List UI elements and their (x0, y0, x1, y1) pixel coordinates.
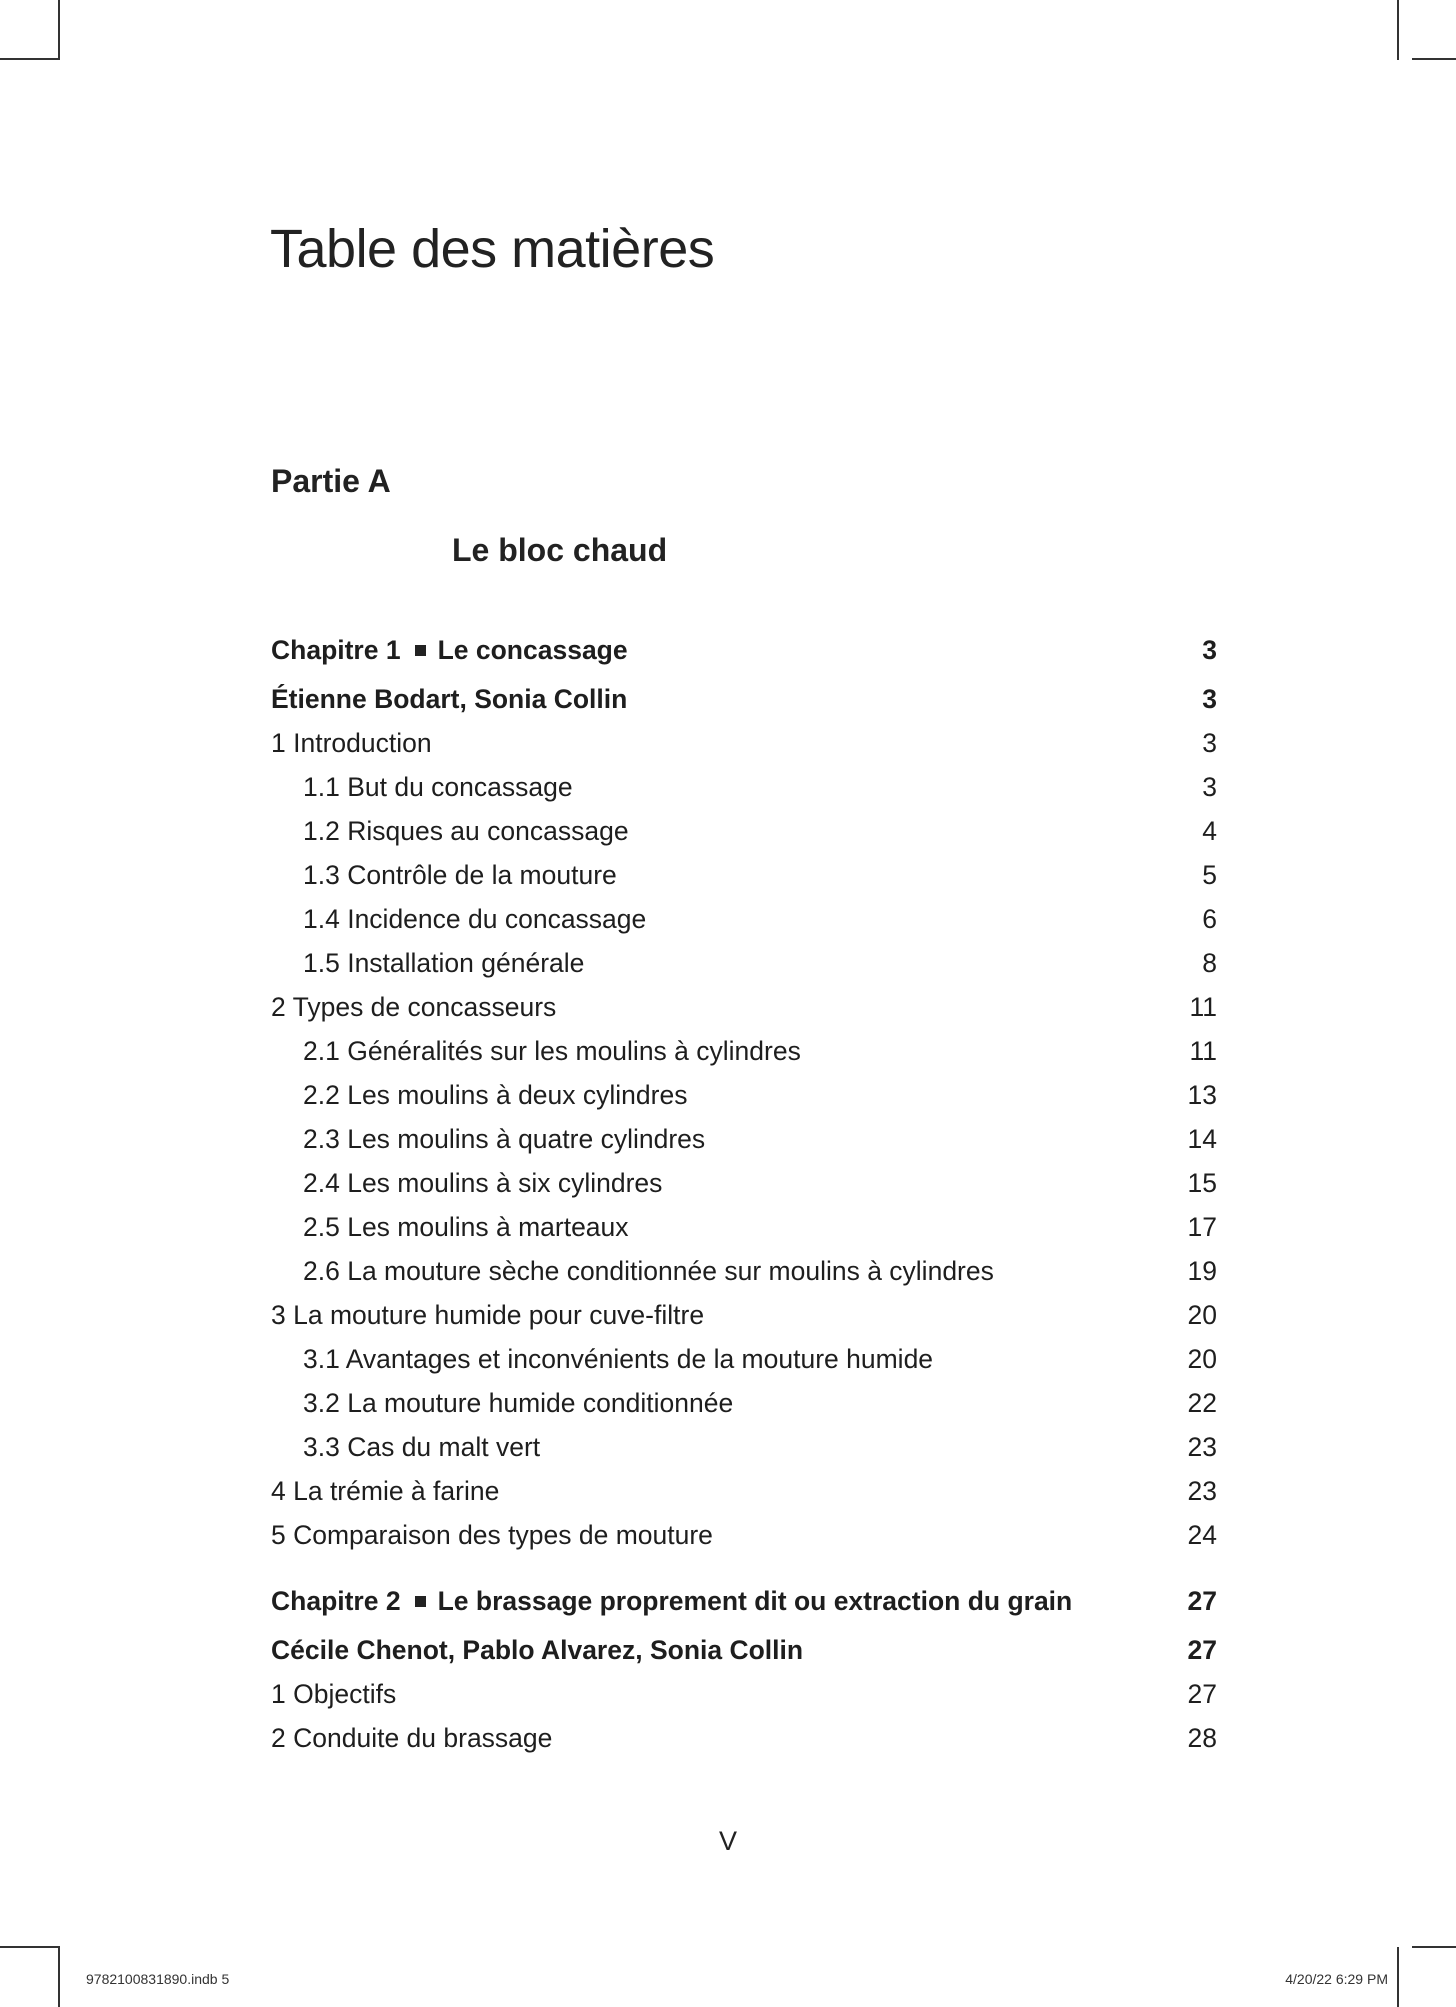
toc-entry-text: 2.2 Les moulins à deux cylindres (303, 1080, 688, 1110)
toc-entry[interactable] (271, 1579, 1217, 1623)
toc-entry-label (271, 1205, 629, 1249)
toc-page-number: 23 (1187, 1432, 1217, 1462)
square-separator-icon (415, 1596, 426, 1607)
crop-mark-top-left (58, 0, 60, 60)
toc-entry-text: 2 Types de concasseurs (271, 992, 557, 1022)
toc-entry[interactable] (271, 1381, 1217, 1425)
toc-page-number: 15 (1187, 1168, 1217, 1198)
toc-page-number: 3 (1202, 772, 1217, 802)
toc-entry[interactable] (271, 809, 1217, 853)
toc-entry-text: Étienne Bodart, Sonia Collin (271, 684, 628, 714)
toc-entry-text: 1 Introduction (271, 728, 432, 758)
toc-entry[interactable] (271, 853, 1217, 897)
toc-entry-text: 4 La trémie à farine (271, 1476, 500, 1506)
chapter-heading (271, 628, 628, 672)
toc-entry-text: 1.5 Installation générale (303, 948, 585, 978)
toc-entry[interactable] (271, 628, 1217, 672)
part-subtitle: Le bloc chaud (452, 532, 668, 568)
toc-entry-label (271, 1293, 704, 1337)
toc-entry-label (271, 1161, 662, 1205)
toc-entry[interactable] (271, 1337, 1217, 1381)
toc-entry[interactable] (271, 1161, 1217, 1205)
toc-entry-label (271, 897, 646, 941)
toc-entry-text: 3.3 Cas du malt vert (303, 1432, 541, 1462)
crop-mark-bottom-left (58, 1947, 60, 2007)
toc-page-number: 5 (1202, 860, 1217, 890)
toc-entry-label (271, 1029, 801, 1073)
toc-page-number: 19 (1187, 1256, 1217, 1286)
toc-page-number: 8 (1202, 948, 1217, 978)
toc-entry-text: 1.4 Incidence du concassage (303, 904, 647, 934)
toc-entry-label (271, 1513, 713, 1557)
toc-entry-label (271, 721, 432, 765)
toc-entry-label (271, 1672, 396, 1716)
toc-entry-label (271, 1249, 994, 1293)
toc-page-number: 11 (1189, 1036, 1217, 1066)
toc-entry-label (271, 1073, 687, 1117)
toc-page-number: 14 (1187, 1124, 1217, 1154)
toc-entry-label (271, 1425, 540, 1469)
toc-entry[interactable] (271, 1513, 1217, 1557)
toc-page-number: 17 (1187, 1212, 1217, 1242)
toc-entry[interactable] (271, 1716, 1217, 1760)
toc-entry-label (271, 1469, 499, 1513)
toc-page-number: 6 (1202, 904, 1217, 934)
toc-entry-text: 3.2 La mouture humide conditionnée (303, 1388, 734, 1418)
toc-entry[interactable] (271, 1628, 1217, 1672)
toc-entry[interactable] (271, 1293, 1217, 1337)
toc-entry-text: 3 La mouture humide pour cuve-filtre (271, 1300, 705, 1330)
toc-entry[interactable] (271, 941, 1217, 985)
toc-entry-label (271, 809, 629, 853)
toc-entry-text: 2.4 Les moulins à six cylindres (303, 1168, 663, 1198)
toc-page-number: 23 (1187, 1476, 1217, 1506)
toc-entry[interactable] (271, 1205, 1217, 1249)
square-separator-icon (415, 645, 426, 656)
chapter-authors (271, 677, 627, 721)
toc-entry-label (271, 941, 584, 985)
toc-entry-label (271, 1716, 552, 1760)
toc-entry[interactable] (271, 985, 1217, 1029)
toc-entry-text: 2.1 Généralités sur les moulins à cylindres (303, 1036, 801, 1066)
toc-entry[interactable] (271, 1425, 1217, 1469)
crop-mark-bottom-left-h (0, 1946, 60, 1948)
toc-entry-text: 2.3 Les moulins à quatre cylindres (303, 1124, 706, 1154)
toc-entry[interactable] (271, 1249, 1217, 1293)
page-folio: V (718, 1826, 737, 1856)
toc-entry-label (271, 1337, 933, 1381)
toc-entry-text: 1.1 But du concassage (303, 772, 573, 802)
toc-entry[interactable] (271, 897, 1217, 941)
slug-file: 9782100831890.indb 5 (86, 1971, 230, 1987)
crop-mark-bottom-right (1397, 1947, 1399, 2007)
toc-entry-text: 2 Conduite du brassage (271, 1723, 553, 1753)
toc-entry[interactable] (271, 677, 1217, 721)
toc-entry-text: 1.2 Risques au concassage (303, 816, 629, 846)
toc-entry-text: 3.1 Avantages et inconvénients de la mouture humide (303, 1344, 934, 1374)
toc-page-number: 28 (1187, 1723, 1217, 1753)
toc-entry-text: Cécile Chenot, Pablo Alvarez, Sonia Collin (271, 1635, 804, 1665)
table-of-contents (271, 628, 1217, 1760)
toc-page-number: 27 (1187, 1679, 1217, 1709)
toc-entry-text: 1 Objectifs (271, 1679, 397, 1709)
toc-page-number: 27 (1187, 1586, 1217, 1616)
toc-entry-text: Chapitre 2 (271, 1586, 401, 1616)
toc-entry[interactable] (271, 1073, 1217, 1117)
toc-page-number: 4 (1202, 816, 1217, 846)
toc-entry-text: Chapitre 1 (271, 635, 401, 665)
toc-entry-label (271, 853, 617, 897)
toc-entry-text: 5 Comparaison des types de mouture (271, 1520, 713, 1550)
toc-entry-label (271, 985, 556, 1029)
toc-entry-label (271, 1117, 705, 1161)
chapter-heading (271, 1579, 1072, 1623)
toc-entry-label (271, 1381, 733, 1425)
toc-page-number: 13 (1187, 1080, 1217, 1110)
toc-page-number: 22 (1187, 1388, 1217, 1418)
toc-entry-label (271, 765, 573, 809)
toc-entry[interactable] (271, 1117, 1217, 1161)
toc-page-number: 11 (1189, 992, 1217, 1022)
toc-entry[interactable] (271, 1672, 1217, 1716)
toc-entry[interactable] (271, 1469, 1217, 1513)
toc-page-number: 27 (1187, 1635, 1217, 1665)
toc-entry[interactable] (271, 721, 1217, 765)
toc-page-number: 20 (1187, 1300, 1217, 1330)
toc-page-number: 3 (1202, 635, 1217, 665)
crop-mark-bottom-right-h (1412, 1946, 1456, 1948)
part-label: Partie A (271, 463, 391, 499)
toc-entry-text: 2.5 Les moulins à marteaux (303, 1212, 629, 1242)
toc-page-number: 24 (1187, 1520, 1217, 1550)
crop-mark-top-right (1397, 0, 1399, 60)
toc-entry[interactable] (271, 1029, 1217, 1073)
slug-datetime: 4/20/22 6:29 PM (1285, 1971, 1388, 1987)
toc-page-number: 3 (1202, 684, 1217, 714)
toc-entry[interactable] (271, 765, 1217, 809)
chapter-title: Le concassage (437, 635, 628, 665)
page-title: Table des matières (270, 219, 715, 279)
toc-page-number: 3 (1202, 728, 1217, 758)
toc-page-number: 20 (1187, 1344, 1217, 1374)
toc-entry-text: 2.6 La mouture sèche conditionnée sur moulins à cylindres (303, 1256, 994, 1286)
crop-mark-top-right-h (1412, 58, 1456, 60)
crop-mark-top-left-h (0, 58, 60, 60)
chapter-title: Le brassage proprement dit ou extraction du grain (437, 1586, 1073, 1616)
toc-entry-text: 1.3 Contrôle de la mouture (303, 860, 617, 890)
chapter-authors (271, 1628, 803, 1672)
